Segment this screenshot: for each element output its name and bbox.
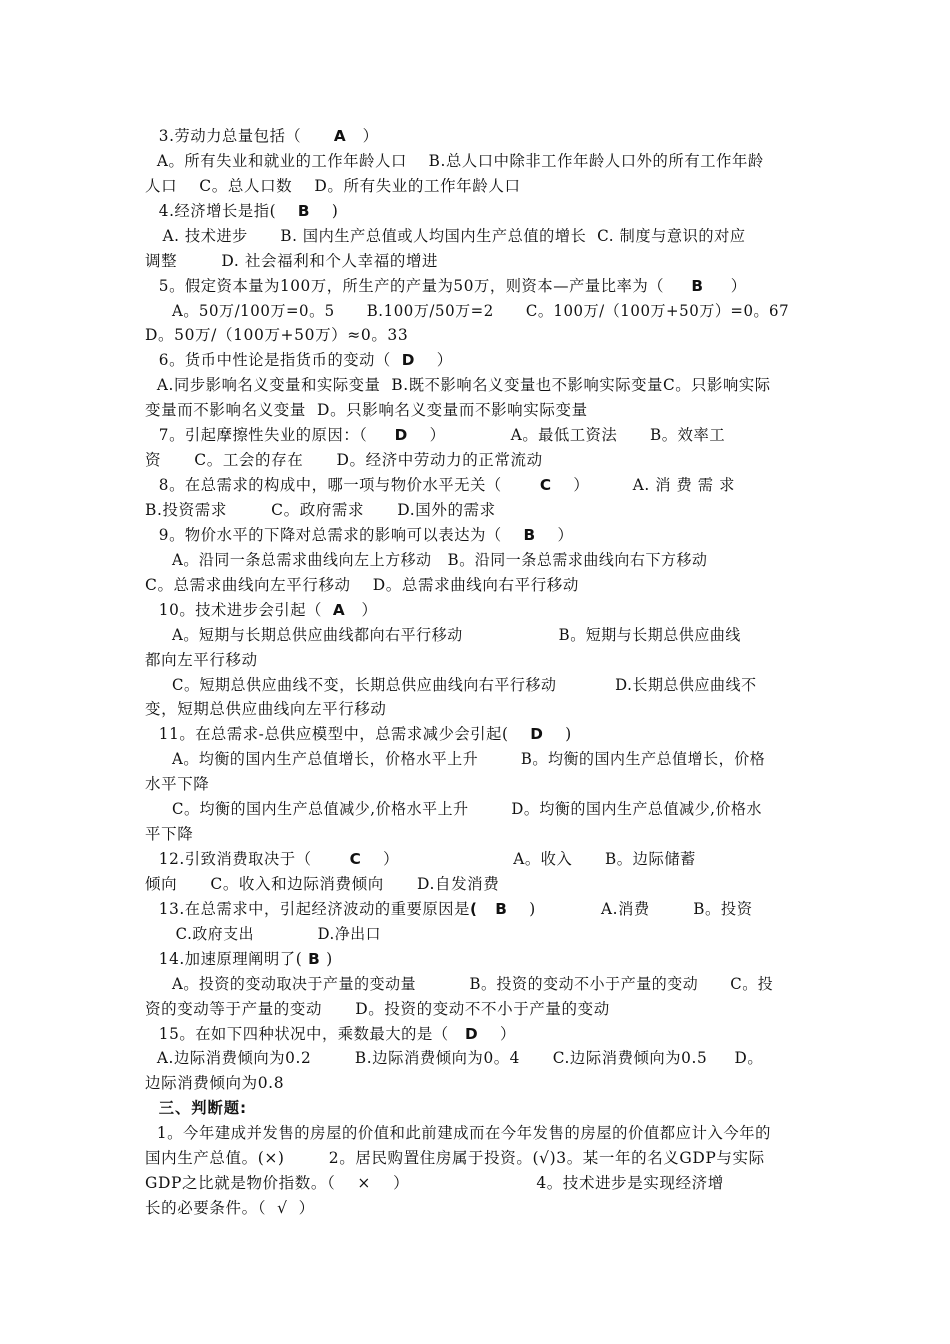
text-line xyxy=(145,949,810,969)
text-line xyxy=(145,350,810,370)
line-text: 4.经济增长是指( xyxy=(158,201,298,220)
text-line xyxy=(145,924,810,944)
text-line xyxy=(145,600,810,620)
answer-mark: B xyxy=(297,201,311,220)
text-line xyxy=(145,1148,807,1168)
line-text: A。沿同一条总需求曲线向左上方移动 B。沿同一条总需求曲线向右下方移动 xyxy=(171,550,708,569)
text-line xyxy=(145,699,807,719)
text-line xyxy=(145,625,810,645)
answer-mark: C xyxy=(539,476,552,494)
text-line xyxy=(145,375,810,395)
text-line xyxy=(145,575,807,595)
text-line xyxy=(145,1073,807,1093)
answer-mark: D xyxy=(401,351,416,370)
line-text: B.投资需求 C。政府需求 D.国外的需求 xyxy=(145,500,496,519)
line-text: 10。技术进步会引起（ xyxy=(158,600,333,619)
text-line xyxy=(145,1048,810,1068)
line-text: C。均衡的国内生产总值减少,价格水平上升 D。均衡的国内生产总值减少,价格水 xyxy=(171,800,763,819)
line-text: ) xyxy=(326,949,333,968)
line-text: 14.加速原理阐明了( xyxy=(158,949,303,968)
text-line xyxy=(145,251,807,271)
line-text: 3.劳动力总量包括（ xyxy=(158,127,334,145)
text-line xyxy=(145,724,810,744)
line-text: 边际消费倾向为0.8 xyxy=(145,1074,285,1093)
text-line xyxy=(145,201,810,221)
line-text: ） xyxy=(345,600,378,619)
answer-mark: C xyxy=(349,850,362,868)
text-line xyxy=(145,400,807,420)
text-line xyxy=(145,899,810,919)
line-text: ） A。收入 B。边际储蓄 xyxy=(361,850,697,868)
text-line xyxy=(145,799,810,819)
answer-mark: D xyxy=(465,1024,479,1043)
line-text: ） A. 消 费 需 求 xyxy=(551,476,735,494)
text-line xyxy=(145,1123,810,1143)
line-text: 11。在总需求-总供应模型中，总需求减少会引起( xyxy=(158,725,531,744)
answer-mark: A xyxy=(332,600,346,619)
answer-mark: D xyxy=(394,426,408,445)
text-line xyxy=(145,151,810,171)
line-text: A。短期与长期总供应曲线都向右平行移动 B。短期与长期总供应曲线 xyxy=(171,625,741,644)
line-text: A.边际消费倾向为0.2 B.边际消费倾向为0。4 C.边际消费倾向为0.5 D。 xyxy=(156,1049,764,1068)
line-text: 平下降 xyxy=(145,825,194,843)
line-text: C。总需求曲线向左平行移动 D。总需求曲线向右平行移动 xyxy=(145,575,579,594)
line-text: D。50万/（100万+50万）≈0。33 xyxy=(145,326,409,345)
text-line xyxy=(145,874,807,894)
answer-mark: ( B xyxy=(469,899,508,918)
line-text: 变量而不影响名义变量 D。只影响名义变量而不影响实际变量 xyxy=(145,401,588,420)
line-text: A。投资的变动取决于产量的变动量 B。投资的变动不小于产量的变动 C。投 xyxy=(171,974,774,993)
line-text: ） xyxy=(415,351,453,370)
text-line xyxy=(145,450,807,470)
line-text: A。50万/100万=0。5 B.100万/50万=2 C。100万/（100万+50万）=0。67 xyxy=(171,301,790,320)
line-text: 水平下降 xyxy=(145,775,210,794)
line-text: A.同步影响名义变量和实际变量 B.既不影响名义变量也不影响实际变量C。只影响实际 xyxy=(156,376,771,395)
line-text: ） A。最低工资法 B。效率工 xyxy=(407,426,726,445)
answer-mark: B xyxy=(523,525,536,544)
line-text: A. 技术进步 B. 国内生产总值或人均国内生产总值的增长 C. 制度与意识的对应 xyxy=(162,226,746,245)
line-text: 1。今年建成并发售的房屋的价值和此前建成而在今年发售的房屋的价值都应计入今年的 xyxy=(156,1124,772,1143)
text-line xyxy=(145,1198,807,1218)
text-line xyxy=(145,176,807,196)
answer-mark: A xyxy=(333,127,347,145)
line-text: 5。假定资本量为100万，所生产的产量为50万，则资本—产量比率为（ xyxy=(158,276,692,295)
text-line xyxy=(145,974,810,994)
text-line xyxy=(145,1173,807,1193)
text-line xyxy=(145,1098,810,1118)
line-text: ） xyxy=(535,525,574,544)
text-line xyxy=(145,301,810,321)
line-text: ） xyxy=(478,1024,516,1043)
text-line xyxy=(145,525,810,545)
line-text: ) xyxy=(310,201,339,220)
line-text: ) A.消费 B。投资 xyxy=(507,899,753,918)
text-line xyxy=(145,500,807,520)
answer-mark: D xyxy=(530,725,544,744)
text-line xyxy=(145,325,807,345)
line-text: ） xyxy=(346,127,379,145)
section-heading: 三、判断题: xyxy=(158,1099,248,1118)
text-line xyxy=(145,999,807,1019)
line-text: 7。引起摩擦性失业的原因：（ xyxy=(158,426,395,445)
line-text: ） xyxy=(703,276,747,295)
text-line xyxy=(145,774,807,794)
line-text: 9。物价水平的下降对总需求的影响可以表达为（ xyxy=(158,525,524,544)
line-text: A。均衡的国内生产总值增长，价格水平上升 B。均衡的国内生产总值增长，价格 xyxy=(171,750,766,769)
text-line xyxy=(145,226,810,246)
answer-mark: B xyxy=(691,276,704,295)
text-line xyxy=(145,824,807,844)
line-text: A。所有失业和就业的工作年龄人口 B.总人口中除非工作年龄人口外的所有工作年龄 xyxy=(156,151,764,170)
line-text: C。短期总供应曲线不变，长期总供应曲线向右平行移动 D.长期总供应曲线不 xyxy=(171,675,757,694)
line-text: C.政府支出 D.净出口 xyxy=(175,924,382,943)
line-text: 13.在总需求中，引起经济波动的重要原因是 xyxy=(158,899,470,918)
text-line xyxy=(145,849,810,869)
line-text: 国内生产总值。(×) 2。居民购置住房属于投资。(√)3。某一年的名义GDP与实际 xyxy=(145,1149,765,1168)
line-text: 资 C。工会的存在 D。经济中劳动力的正常流动 xyxy=(145,451,543,470)
text-line xyxy=(145,749,810,769)
text-line xyxy=(145,425,810,445)
line-text: ) xyxy=(543,725,572,744)
line-text: 8。在总需求的构成中，哪一项与物价水平无关（ xyxy=(158,476,540,494)
text-line xyxy=(145,675,810,695)
text-line xyxy=(145,550,810,570)
text-line xyxy=(145,475,810,495)
line-text: 人口 C。总人口数 D。所有失业的工作年龄人口 xyxy=(145,176,521,195)
line-text: 长的必要条件。（ √ ） xyxy=(145,1199,315,1217)
line-text: 12.引致消费取决于（ xyxy=(158,850,350,868)
line-text: 都向左平行移动 xyxy=(145,650,258,669)
text-line xyxy=(145,650,807,670)
line-text: 变，短期总供应曲线向左平行移动 xyxy=(145,700,387,719)
line-text: 调整 D. 社会福利和个人幸福的增进 xyxy=(145,251,439,270)
line-text: 15。在如下四种状况中，乘数最大的是（ xyxy=(158,1024,466,1043)
line-text: 6。货币中性论是指货币的变动（ xyxy=(158,351,402,370)
line-text: GDP之比就是物价指数。（ × ） 4。技术进步是实现经济增 xyxy=(145,1174,724,1193)
text-line xyxy=(145,1024,810,1044)
line-text: 资的变动等于产量的变动 D。投资的变动不不小于产量的变动 xyxy=(145,999,610,1018)
line-text: 倾向 C。收入和边际消费倾向 D.自发消费 xyxy=(145,874,500,893)
text-line xyxy=(145,126,810,146)
text-line xyxy=(145,276,810,296)
answer-mark: B xyxy=(302,949,327,968)
